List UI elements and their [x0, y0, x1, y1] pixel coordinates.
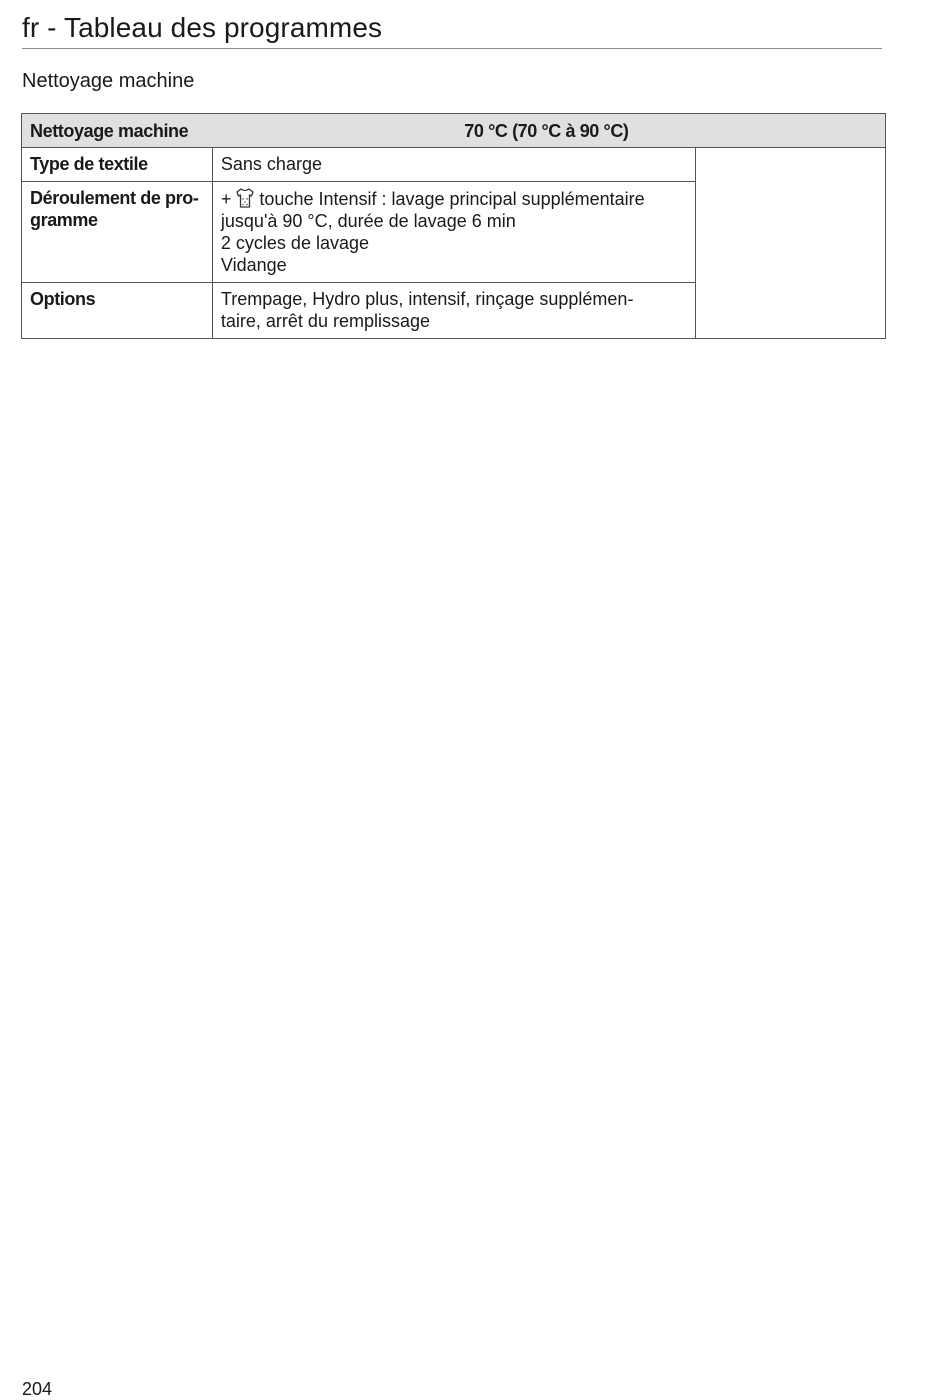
table-header-cell: [22, 114, 886, 148]
value-line: taire, arrêt du remplissage: [220, 311, 430, 331]
page-header: [22, 8, 882, 49]
table-row: [22, 148, 886, 182]
value-line: jusqu'à 90 °C, durée de lavage 6 min: [220, 211, 516, 231]
row-label-program-sequence: [22, 182, 213, 283]
page-title: fr - Tableau des programmes: [22, 12, 383, 43]
plus-sign: +: [220, 189, 232, 209]
value-line: Vidange: [220, 255, 287, 275]
program-temperature: 70 °C (70 °C à 90 °C): [464, 120, 629, 141]
value-line: 2 cycles de lavage: [220, 233, 369, 253]
row-value-options: [212, 283, 695, 339]
label-line: gramme: [30, 210, 98, 230]
program-table: [21, 113, 886, 339]
value-text: touche Intensif : lavage principal supplémentaire: [259, 189, 645, 209]
table-header-row: [22, 114, 886, 148]
row-label-textile-type: Type de textile: [22, 148, 213, 182]
page-number: 204: [22, 1379, 53, 1399]
program-name: Nettoyage machine: [30, 120, 189, 141]
shirt-icon: [234, 187, 256, 209]
row-label-options: Options: [22, 283, 213, 339]
blank-column: [696, 148, 886, 339]
value-line: Trempage, Hydro plus, intensif, rinçage supplémen-: [220, 289, 634, 309]
label-line: Déroulement de pro-: [30, 188, 199, 208]
value-line: Sans charge: [220, 154, 322, 174]
value-line: [221, 187, 687, 210]
section-title: Nettoyage machine: [22, 70, 195, 92]
row-value-program-sequence: [212, 182, 695, 283]
row-value-textile-type: [212, 148, 695, 182]
